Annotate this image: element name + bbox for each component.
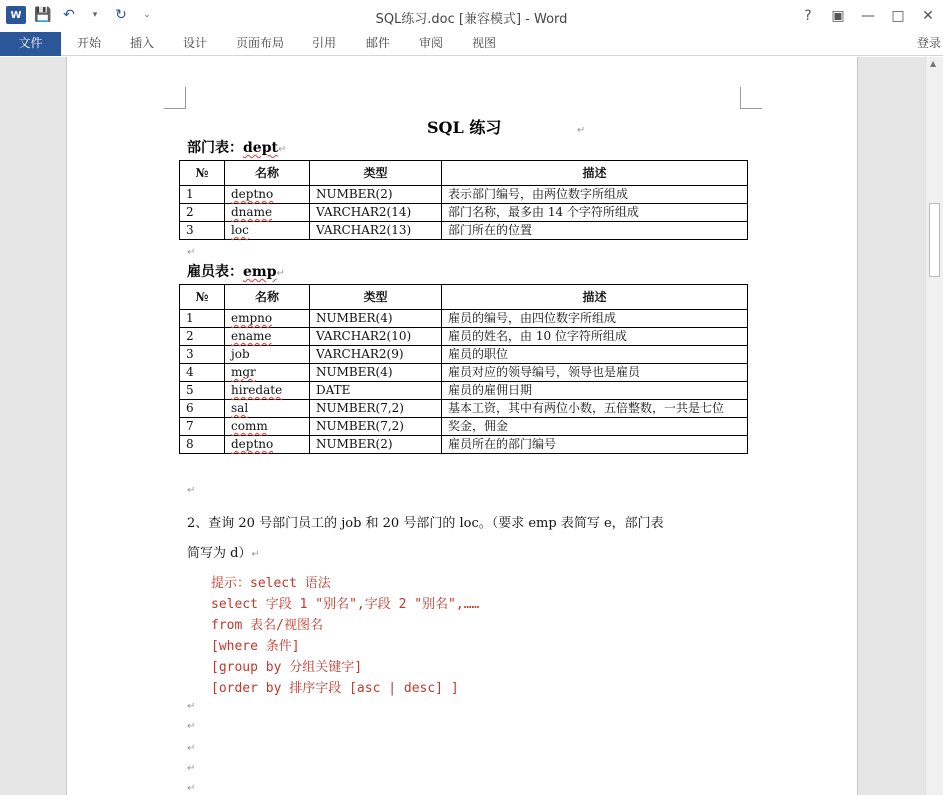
tab-mailings[interactable]: 邮件 xyxy=(365,36,390,50)
table-row xyxy=(180,204,748,222)
tab-design[interactable]: 设计 xyxy=(182,36,207,50)
hint-line: from 表名/视图名 xyxy=(211,618,323,633)
table-cell: VARCHAR2(9) xyxy=(310,346,442,364)
tab-file[interactable]: 文件 xyxy=(0,32,61,56)
table-cell: 部门名称，最多由 14 个字符所组成 xyxy=(442,204,748,222)
table-cell: NUMBER(4) xyxy=(310,310,442,328)
table-cell: deptno xyxy=(225,436,310,454)
table-header: 类型 xyxy=(310,161,442,186)
document-title: SQL 练习 ↵ xyxy=(427,118,586,137)
table-cell: 雇员的姓名，由 10 位字符所组成 xyxy=(442,328,748,346)
save-icon[interactable]: 💾 xyxy=(34,7,52,23)
document-workspace xyxy=(0,57,925,795)
table-header: 名称 xyxy=(225,161,310,186)
maximize-icon[interactable]: □ xyxy=(891,8,905,24)
table-cell: 1 xyxy=(180,186,225,204)
table-cell: dname xyxy=(225,204,310,222)
crop-mark-top-left xyxy=(164,87,186,109)
table-header: 名称 xyxy=(225,285,310,310)
table-header-row xyxy=(180,161,748,186)
emp-table xyxy=(179,284,748,454)
table-row xyxy=(180,346,748,364)
table-cell: 雇员所在的部门编号 xyxy=(442,436,748,454)
paragraph-mark: ↵ xyxy=(187,701,196,712)
tab-view[interactable]: 视图 xyxy=(471,36,496,50)
undo-icon[interactable]: ↶ xyxy=(63,7,75,23)
paragraph-mark: ↵ xyxy=(187,783,196,794)
table-header-row xyxy=(180,285,748,310)
tab-references[interactable]: 引用 xyxy=(311,36,336,50)
hint-line: [where 条件] xyxy=(211,639,300,654)
hint-line: [group by 分组关键字] xyxy=(211,660,363,675)
word-logo-icon: W xyxy=(6,6,26,24)
ribbon-tabs xyxy=(0,32,943,56)
table-cell: sal xyxy=(225,400,310,418)
table-cell: VARCHAR2(14) xyxy=(310,204,442,222)
redo-icon[interactable]: ↻ xyxy=(115,7,127,23)
paragraph-mark: ↵ xyxy=(187,485,196,496)
table-row xyxy=(180,382,748,400)
minimize-icon[interactable]: — xyxy=(861,8,875,24)
table-header: 类型 xyxy=(310,285,442,310)
crop-mark-top-right xyxy=(740,87,762,109)
table-cell: 奖金，佣金 xyxy=(442,418,748,436)
table-cell: 4 xyxy=(180,364,225,382)
table-cell: 8 xyxy=(180,436,225,454)
table-cell: 3 xyxy=(180,222,225,240)
window-title: SQL练习.doc [兼容模式] - Word xyxy=(375,12,568,27)
paragraph-mark: ↵ xyxy=(277,144,287,155)
help-icon[interactable]: ? xyxy=(804,8,812,24)
table-cell: DATE xyxy=(310,382,442,400)
customize-qat-button[interactable]: ⌄ xyxy=(143,10,151,20)
table-row xyxy=(180,400,748,418)
table-cell: ename xyxy=(225,328,310,346)
table-cell: job xyxy=(225,346,310,364)
table-cell: 2 xyxy=(180,204,225,222)
dept-table xyxy=(179,160,748,240)
table-row xyxy=(180,310,748,328)
paragraph-mark: ↵ xyxy=(276,268,285,279)
table-cell: NUMBER(7,2) xyxy=(310,400,442,418)
table-cell: empno xyxy=(225,310,310,328)
table-cell: 雇员的职位 xyxy=(442,346,748,364)
paragraph-mark: ↵ xyxy=(187,721,196,732)
table-cell: 3 xyxy=(180,346,225,364)
ribbon-display-options-icon[interactable]: ▣ xyxy=(831,8,845,24)
table-cell: 7 xyxy=(180,418,225,436)
tab-insert[interactable]: 插入 xyxy=(129,36,154,50)
table-cell: 6 xyxy=(180,400,225,418)
table-cell: NUMBER(2) xyxy=(310,186,442,204)
paragraph-mark: ↵ xyxy=(187,247,196,258)
table-row xyxy=(180,436,748,454)
table-cell: 雇员的编号，由四位数字所组成 xyxy=(442,310,748,328)
table-header: № xyxy=(180,161,225,186)
table-cell: NUMBER(2) xyxy=(310,436,442,454)
paragraph-mark: ↵ xyxy=(187,743,196,754)
table-cell: VARCHAR2(10) xyxy=(310,328,442,346)
table-header: 描述 xyxy=(442,161,748,186)
table-cell: loc xyxy=(225,222,310,240)
hint-line: select 字段 1 "别名",字段 2 "别名",…… xyxy=(211,597,480,612)
question-line-2: 简写为 d）↵ xyxy=(187,546,260,561)
table-cell: 部门所在的位置 xyxy=(442,222,748,240)
dept-section-label: 部门表：dept↵ xyxy=(187,140,287,156)
table-cell: deptno xyxy=(225,186,310,204)
table-cell: 表示部门编号，由两位数字所组成 xyxy=(442,186,748,204)
window-controls xyxy=(793,2,943,30)
emp-section-label: 雇员表：emp↵ xyxy=(187,264,285,280)
close-icon[interactable]: ✕ xyxy=(922,8,934,24)
table-cell: comm xyxy=(225,418,310,436)
paragraph-mark: ↵ xyxy=(187,763,196,774)
undo-dropdown-icon[interactable]: ▾ xyxy=(92,10,98,20)
scroll-up-icon[interactable]: ▲ xyxy=(930,59,937,68)
table-cell: 1 xyxy=(180,310,225,328)
table-header: № xyxy=(180,285,225,310)
table-cell: hiredate xyxy=(225,382,310,400)
hint-line: [order by 排序字段 [asc | desc] ] xyxy=(211,681,459,696)
table-cell: 雇员的雇佣日期 xyxy=(442,382,748,400)
tab-layout[interactable]: 页面布局 xyxy=(235,36,284,50)
table-cell: 基本工资，其中有两位小数，五倍整数，一共是七位 xyxy=(442,400,748,418)
hint-line: 提示：select 语法 xyxy=(211,576,331,591)
table-row xyxy=(180,418,748,436)
tab-review[interactable]: 审阅 xyxy=(418,36,443,50)
title-bar xyxy=(0,0,943,32)
paragraph-mark: ↵ xyxy=(576,125,586,136)
table-row xyxy=(180,186,748,204)
document-page[interactable] xyxy=(66,57,858,795)
table-cell: VARCHAR2(13) xyxy=(310,222,442,240)
scrollbar-thumb[interactable] xyxy=(929,203,940,277)
table-cell: 雇员对应的领导编号，领导也是雇员 xyxy=(442,364,748,382)
table-cell: NUMBER(4) xyxy=(310,364,442,382)
table-cell: NUMBER(7,2) xyxy=(310,418,442,436)
login-link[interactable]: 登录 xyxy=(916,36,941,50)
tab-home[interactable]: 开始 xyxy=(76,36,101,50)
vertical-scrollbar[interactable] xyxy=(925,57,943,795)
table-cell: 5 xyxy=(180,382,225,400)
table-row xyxy=(180,364,748,382)
table-cell: mgr xyxy=(225,364,310,382)
question-line-1: 2、查询 20 号部门员工的 job 和 20 号部门的 loc。（要求 emp 表简写 e，部门表 xyxy=(187,516,664,531)
table-row xyxy=(180,328,748,346)
table-row xyxy=(180,222,748,240)
table-header: 描述 xyxy=(442,285,748,310)
table-cell: 2 xyxy=(180,328,225,346)
